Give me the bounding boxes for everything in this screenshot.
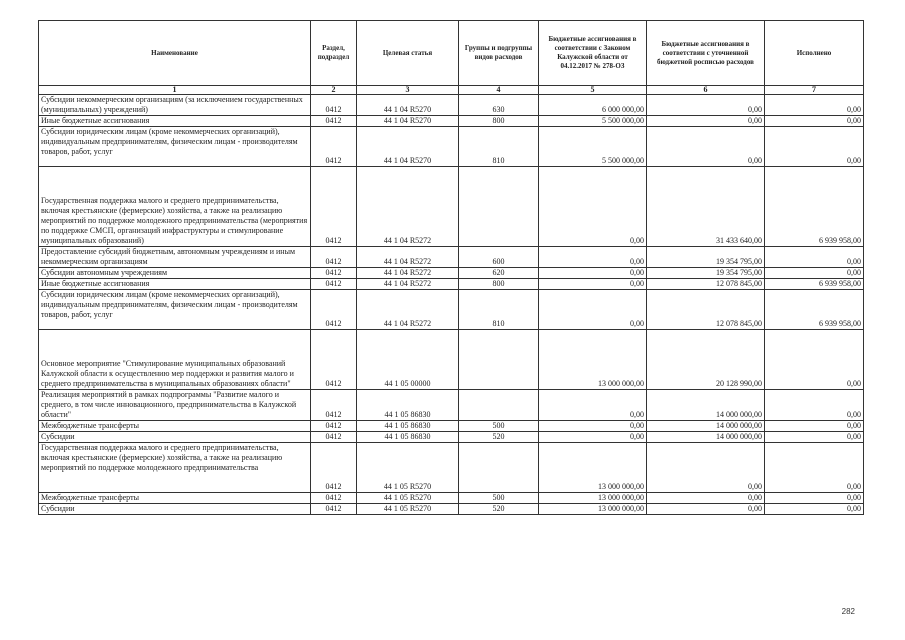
row-target: 44 1 04 R5270 [357, 127, 459, 167]
row-group [459, 390, 539, 421]
row-section: 0412 [311, 268, 357, 279]
row-group: 500 [459, 493, 539, 504]
row-law: 5 500 000,00 [539, 116, 647, 127]
row-executed: 0,00 [765, 504, 864, 515]
row-section: 0412 [311, 330, 357, 390]
header-law: Бюджетные ассигнования в соответствии с Законом Калужской области от 04.12.2017 № 278-ОЗ [539, 21, 647, 86]
row-law: 5 500 000,00 [539, 127, 647, 167]
row-section: 0412 [311, 279, 357, 290]
row-refined: 12 078 845,00 [647, 290, 765, 330]
row-executed: 0,00 [765, 432, 864, 443]
row-name: Иные бюджетные ассигнования [39, 279, 311, 290]
row-executed: 0,00 [765, 493, 864, 504]
row-section: 0412 [311, 504, 357, 515]
header-refined: Бюджетные ассигнования в соответствии с уточненной бюджетной росписью расходов [647, 21, 765, 86]
row-executed: 6 939 958,00 [765, 279, 864, 290]
row-section: 0412 [311, 167, 357, 247]
row-law: 13 000 000,00 [539, 493, 647, 504]
row-name: Субсидии [39, 432, 311, 443]
row-law: 6 000 000,00 [539, 95, 647, 116]
header-target: Целевая статья [357, 21, 459, 86]
row-section: 0412 [311, 390, 357, 421]
row-executed: 6 939 958,00 [765, 290, 864, 330]
row-name: Основное мероприятие "Стимулирование муниципальных образований Калужской области к осуществлению мер поддержки и развития малого и среднего предпринимательства в муниципальных образованиях области" [39, 330, 311, 390]
row-executed: 0,00 [765, 390, 864, 421]
budget-table [38, 20, 864, 515]
row-refined: 14 000 000,00 [647, 432, 765, 443]
row-group [459, 167, 539, 247]
row-law: 0,00 [539, 247, 647, 268]
row-law: 13 000 000,00 [539, 330, 647, 390]
row-group [459, 330, 539, 390]
column-number: 2 [311, 86, 357, 95]
row-name: Субсидии юридическим лицам (кроме некоммерческих организаций), индивидуальным предпринимателям, физическим лицам - производителям товаров, работ, услуг [39, 290, 311, 330]
row-law: 0,00 [539, 167, 647, 247]
row-executed: 0,00 [765, 330, 864, 390]
row-section: 0412 [311, 290, 357, 330]
row-section: 0412 [311, 421, 357, 432]
row-target: 44 1 05 R5270 [357, 443, 459, 493]
table-row [39, 290, 864, 330]
column-number: 1 [39, 86, 311, 95]
row-section: 0412 [311, 443, 357, 493]
row-name: Государственная поддержка малого и среднего предпринимательства, включая крестьянские (фермерские) хозяйства, а также на реализацию мероприятий по поддержке молодежного предпринимательства [39, 443, 311, 493]
row-target: 44 1 04 R5272 [357, 268, 459, 279]
row-refined: 19 354 795,00 [647, 247, 765, 268]
column-number: 5 [539, 86, 647, 95]
row-name: Иные бюджетные ассигнования [39, 116, 311, 127]
column-number-row [39, 86, 864, 95]
row-group: 600 [459, 247, 539, 268]
row-refined: 14 000 000,00 [647, 390, 765, 421]
row-target: 44 1 04 R5272 [357, 167, 459, 247]
table-row [39, 116, 864, 127]
row-law: 0,00 [539, 390, 647, 421]
row-law: 0,00 [539, 268, 647, 279]
row-section: 0412 [311, 116, 357, 127]
row-target: 44 1 05 86830 [357, 390, 459, 421]
column-number: 3 [357, 86, 459, 95]
table-row [39, 330, 864, 390]
row-law: 13 000 000,00 [539, 504, 647, 515]
row-target: 44 1 05 R5270 [357, 493, 459, 504]
row-refined: 0,00 [647, 116, 765, 127]
row-law: 13 000 000,00 [539, 443, 647, 493]
row-group [459, 443, 539, 493]
row-law: 0,00 [539, 432, 647, 443]
table-row [39, 493, 864, 504]
row-refined: 0,00 [647, 95, 765, 116]
row-law: 0,00 [539, 290, 647, 330]
row-group: 520 [459, 504, 539, 515]
row-name: Межбюджетные трансферты [39, 421, 311, 432]
row-target: 44 1 05 R5270 [357, 504, 459, 515]
row-executed: 0,00 [765, 443, 864, 493]
row-target: 44 1 05 86830 [357, 421, 459, 432]
column-number: 6 [647, 86, 765, 95]
header-executed: Исполнено [765, 21, 864, 86]
row-refined: 20 128 990,00 [647, 330, 765, 390]
table-row [39, 504, 864, 515]
row-refined: 31 433 640,00 [647, 167, 765, 247]
row-target: 44 1 04 R5272 [357, 247, 459, 268]
row-refined: 19 354 795,00 [647, 268, 765, 279]
table-row [39, 167, 864, 247]
row-group: 630 [459, 95, 539, 116]
row-name: Предоставление субсидий бюджетным, автономным учреждениям и иным некоммерческим организациям [39, 247, 311, 268]
row-target: 44 1 04 R5270 [357, 95, 459, 116]
row-refined: 0,00 [647, 504, 765, 515]
row-executed: 0,00 [765, 95, 864, 116]
header-name: Наименование [39, 21, 311, 86]
header-section: Раздел, подраздел [311, 21, 357, 86]
row-group: 520 [459, 432, 539, 443]
row-executed: 0,00 [765, 116, 864, 127]
header-row [39, 21, 864, 86]
table-row [39, 421, 864, 432]
row-section: 0412 [311, 493, 357, 504]
row-name: Субсидии автономным учреждениям [39, 268, 311, 279]
row-refined: 0,00 [647, 493, 765, 504]
row-executed: 0,00 [765, 247, 864, 268]
header-group: Группы и подгруппы видов расходов [459, 21, 539, 86]
row-refined: 14 000 000,00 [647, 421, 765, 432]
row-group: 810 [459, 290, 539, 330]
row-section: 0412 [311, 432, 357, 443]
row-group: 800 [459, 279, 539, 290]
row-refined: 0,00 [647, 443, 765, 493]
row-group: 620 [459, 268, 539, 279]
row-name: Государственная поддержка малого и среднего предпринимательства, включая крестьянские (фермерские) хозяйства, а также на реализацию мероприятий по поддержке молодежного предпринимательства (мероприятия по поддержке СМСП, организаций инфраструктуры и стимулирование муниципальных образований) [39, 167, 311, 247]
table-row [39, 443, 864, 493]
column-number: 4 [459, 86, 539, 95]
row-target: 44 1 04 R5272 [357, 279, 459, 290]
row-executed: 0,00 [765, 421, 864, 432]
table-row [39, 95, 864, 116]
row-name: Реализация мероприятий в рамках подпрограммы "Развитие малого и среднего, в том числе инновационного, предпринимательства в Калужской области" [39, 390, 311, 421]
row-group: 800 [459, 116, 539, 127]
row-refined: 0,00 [647, 127, 765, 167]
row-target: 44 1 05 86830 [357, 432, 459, 443]
row-refined: 12 078 845,00 [647, 279, 765, 290]
row-executed: 6 939 958,00 [765, 167, 864, 247]
row-law: 0,00 [539, 421, 647, 432]
row-name: Межбюджетные трансферты [39, 493, 311, 504]
row-section: 0412 [311, 95, 357, 116]
row-target: 44 1 04 R5272 [357, 290, 459, 330]
row-executed: 0,00 [765, 127, 864, 167]
table-row [39, 432, 864, 443]
row-name: Субсидии некоммерческим организациям (за исключением государственных (муниципальных) учреждений) [39, 95, 311, 116]
row-target: 44 1 04 R5270 [357, 116, 459, 127]
row-law: 0,00 [539, 279, 647, 290]
row-section: 0412 [311, 127, 357, 167]
row-name: Субсидии юридическим лицам (кроме некоммерческих организаций), индивидуальным предпринимателям, физическим лицам - производителям товаров, работ, услуг [39, 127, 311, 167]
row-group: 810 [459, 127, 539, 167]
row-target: 44 1 05 00000 [357, 330, 459, 390]
row-name: Субсидии [39, 504, 311, 515]
row-section: 0412 [311, 247, 357, 268]
table-row [39, 279, 864, 290]
table-row [39, 390, 864, 421]
row-executed: 0,00 [765, 268, 864, 279]
column-number: 7 [765, 86, 864, 95]
row-group: 500 [459, 421, 539, 432]
table-row [39, 247, 864, 268]
table-row [39, 268, 864, 279]
page-number: 282 [841, 607, 855, 616]
table-row [39, 127, 864, 167]
